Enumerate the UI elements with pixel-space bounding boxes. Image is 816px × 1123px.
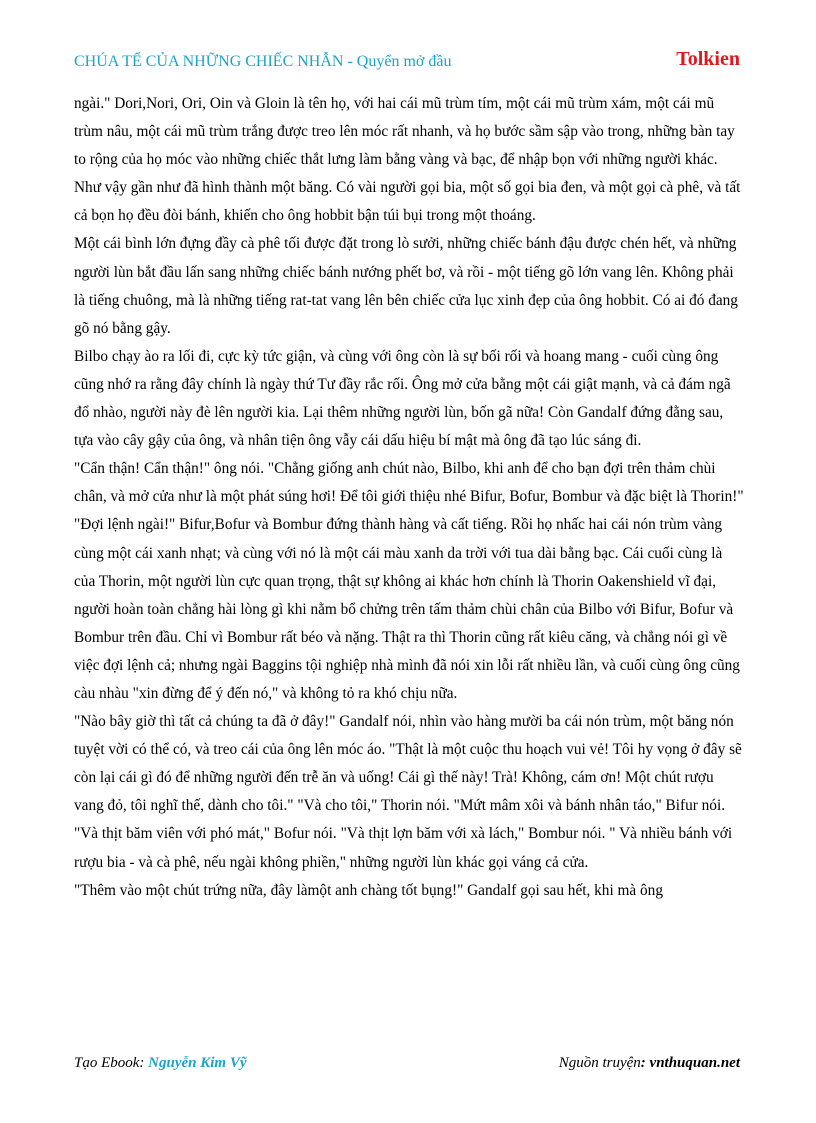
book-title: CHÚA TỂ CỦA NHỮNG CHIẾC NHẪN - Quyển mở đầu <box>74 53 452 70</box>
paragraph: Một cái bình lớn đựng đầy cà phê tối được đặt trong lò sưởi, những chiếc bánh đậu được chén hết, và những người lùn bắt đầu lấn sang những chiếc bánh nướng phết bơ, và rồi - một tiếng gõ lớn vang lên. Không phải là tiếng chuông, mà là những tiếng rat-tat vang lên bên chiếc cửa lục xinh đẹp của ông hobbit. Có ai đó đang gõ nó bằng gậy. <box>74 235 738 337</box>
paragraph: ngài." Dori,Nori, Ori, Oin và Gloin là tên họ, với hai cái mũ trùm tím, một cái mũ trùm xám, một cái mũ trùm nâu, một cái mũ trùm trắng được treo lên móc rất nhanh, và họ bước sầm sập vào trong, những bàn tay to rộng của họ móc vào những chiếc thắt lưng làm bằng vàng và bạc, để nhập bọn với những người khác. Như vậy gần như đã hình thành một băng. Có vài người gọi bia, một số gọi bia đen, và một gọi cà phê, và tất cả bọn họ đều đòi bánh, khiến cho ông hobbit bận túi bụi trong một thoáng. <box>74 95 741 225</box>
paragraph: "Đợi lệnh ngài!" Bifur,Bofur và Bombur đứng thành hàng và cất tiếng. Rồi họ nhấc hai cái nón trùm vàng cùng một cái xanh nhạt; và cùng với nó là một cái màu xanh da trời với tua dài bằng bạc. Cái cuối cùng là của Thorin, một người lùn cực quan trọng, thật sự không ai khác hơn chính là Thorin Oakenshield vĩ đại, người hoàn toàn chẳng hài lòng gì khi nằm bổ chửng trên tấm thảm chùi chân của Bilbo với Bifur, Bofur và Bombur trên đầu. Chỉ vì Bombur rất béo và nặng. Thật ra thì Thorin cũng rất kiêu căng, và chẳng nói gì về việc đợi lệnh cả; nhưng ngài Baggins tội nghiệp nhà mình đã nói xin lỗi rất nhiều lần, và cuối cùng ông cũng càu nhàu "xin đừng để ý đến nó," và không tỏ ra khó chịu nữa. <box>74 516 740 702</box>
ebook-separator: : <box>139 1055 149 1071</box>
source-site-link[interactable]: vnthuquan.net <box>649 1055 740 1071</box>
paragraph: "Cẩn thận! Cẩn thận!" ông nói. "Chẳng giống anh chút nào, Bilbo, khi anh để cho bạn đợi trên thảm chùi chân, và mở cửa như là một phát súng hơi! Để tôi giới thiệu nhé Bifur, Bofur, Bombur và đặc biệt là Thorin!" <box>74 460 744 506</box>
paragraph: "Thêm vào một chút trứng nữa, đây làmột anh chàng tốt bụng!" Gandalf gọi sau hết, khi mà ông <box>74 881 663 899</box>
source-credit <box>559 1055 740 1072</box>
page-header <box>74 48 740 78</box>
page-footer <box>74 1055 740 1079</box>
ebook-credit <box>74 1055 247 1072</box>
ebook-label: Tạo Ebook <box>74 1055 140 1071</box>
source-label: Nguồn truyện <box>558 1055 641 1071</box>
ebook-creator-name: Nguyễn Kim Vỹ <box>148 1055 247 1071</box>
author-name: Tolkien <box>676 48 740 70</box>
source-separator: : <box>640 1055 650 1071</box>
paragraph: "Nào bây giờ thì tất cả chúng ta đã ở đây!" Gandalf nói, nhìn vào hàng mười ba cái nón trùm, một băng nón tuyệt vời có thể có, và treo cái của ông lên móc áo. "Thật là một cuộc thu hoạch vui vẻ! Tôi hy vọng ở đây sẽ còn lại cái gì đó để những người đến trễ ăn và uống! Cái gì thế này! Trà! Không, cám ơn! Một chút rượu vang đỏ, tôi nghĩ thế, dành cho tôi." "Và cho tôi," Thorin nói. "Mứt mâm xôi và bánh nhân táo," Bifur nói. "Và thịt băm viên với phó mát," Bofur nói. "Và thịt lợn băm với xà lách," Bombur nói. " Và nhiều bánh với rượu bia - và cà phê, nếu ngài không phiền," những người lùn khác gọi váng cả cửa. <box>74 713 742 871</box>
page-body <box>74 90 746 905</box>
paragraph: Bilbo chạy ào ra lối đi, cực kỳ tức giận, và cùng với ông còn là sự bối rối và hoang mang - cuối cùng ông cũng nhớ ra rằng đây chính là ngày thứ Tư đầy rắc rối. Ông mở cửa bằng một cái giật mạnh, và cả đám ngã đổ nhào, người này đè lên người kia. Lại thêm những người lùn, bốn gã nữa! Còn Gandalf đứng đằng sau, tựa vào cây gậy của ông, và nhân tiện ông vẫy cái dấu hiệu bí mật mà ông đã tạo lúc sáng đi. <box>74 347 731 450</box>
